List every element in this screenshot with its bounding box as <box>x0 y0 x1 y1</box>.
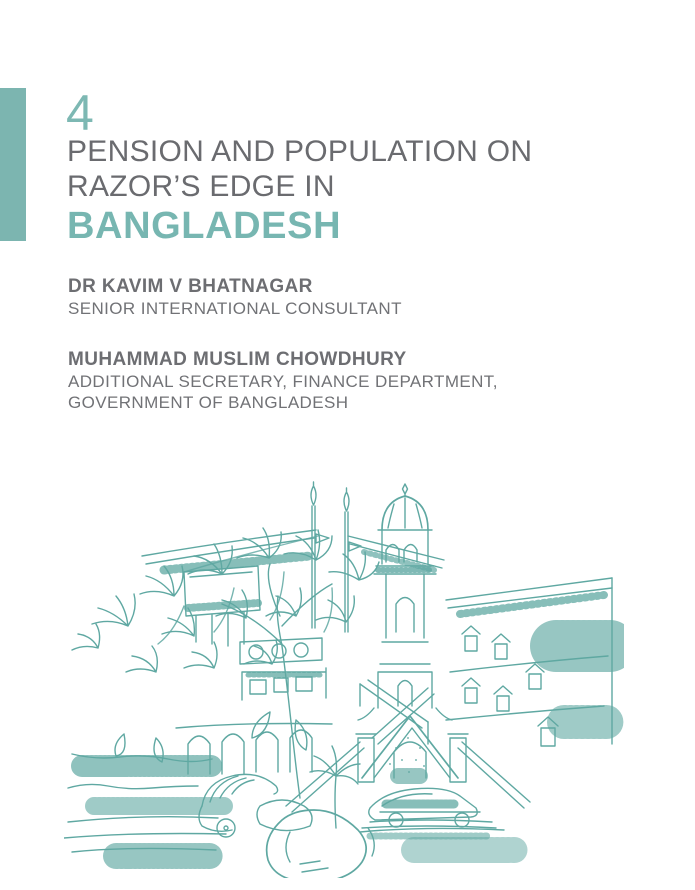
author-entry <box>68 349 498 413</box>
author-block <box>68 276 498 413</box>
building-sketch-illustration <box>64 476 624 878</box>
title-line-1: PENSION AND POPULATION ON <box>67 135 533 168</box>
title-country: BANGLADESH <box>67 205 342 247</box>
chapter-number: 4 <box>66 85 94 141</box>
author-role: GOVERNMENT OF BANGLADESH <box>68 393 349 412</box>
title-line-2: RAZOR’S EDGE IN <box>67 170 335 203</box>
author-role: ADDITIONAL SECRETARY, FINANCE DEPARTMENT, <box>68 372 498 391</box>
author-role: SENIOR INTERNATIONAL CONSULTANT <box>68 299 402 318</box>
author-name: MUHAMMAD MUSLIM CHOWDHURY <box>68 349 407 370</box>
chapter-accent-bar <box>0 88 26 241</box>
author-entry <box>68 276 498 319</box>
author-name: DR KAVIM V BHATNAGAR <box>68 276 313 297</box>
chapter-title <box>67 134 532 246</box>
